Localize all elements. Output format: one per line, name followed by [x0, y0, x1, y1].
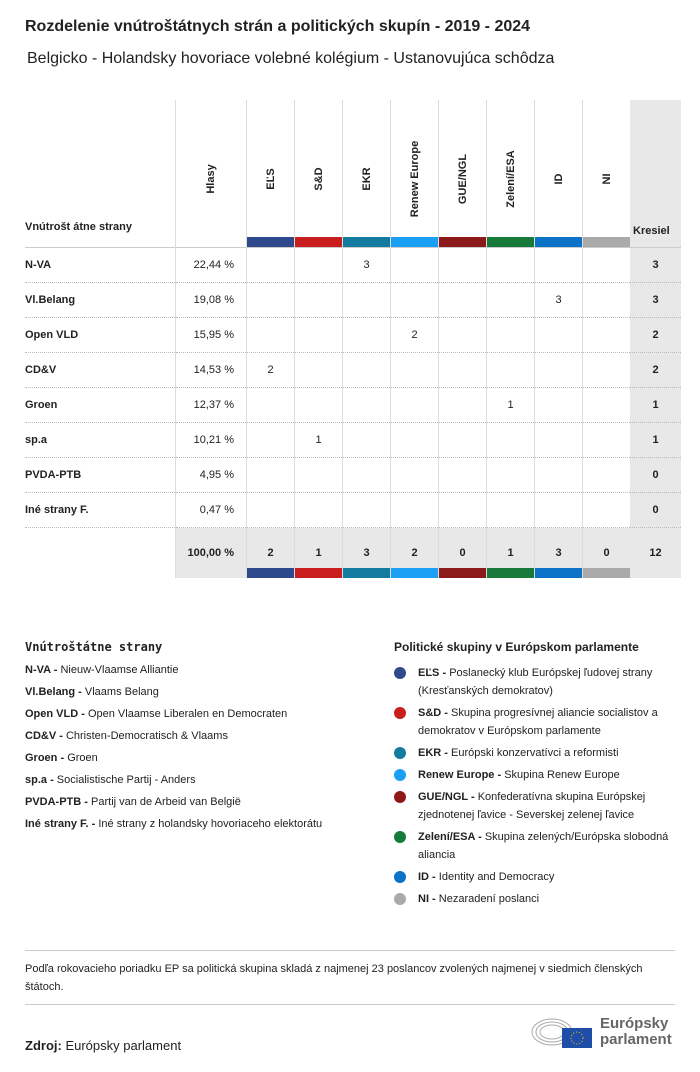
group-color-dot-icon — [394, 893, 406, 905]
footnote: Podľa rokovacieho poriadku EP sa politická skupina skladá z najmenej 23 poslancov zvolených najmenej v siedmich členských štátoch. — [25, 963, 643, 993]
group-seat-cell — [487, 458, 535, 493]
group-seat-cell — [535, 248, 583, 283]
seat-total: 2 — [630, 353, 681, 388]
totals-row — [25, 528, 681, 579]
party-name: Iné strany F. — [25, 493, 176, 528]
vote-share: 22,44 % — [176, 248, 247, 283]
party-legend-item: Iné strany F. - Iné strany z holandsky hovoriaceho elektorátu — [25, 818, 323, 830]
page-title: Rozdelenie vnútroštátnych strán a politických skupín - 2019 - 2024 — [25, 18, 531, 35]
vote-share: 14,53 % — [176, 353, 247, 388]
group-seat-cell — [487, 318, 535, 353]
group-total: 2 — [391, 528, 439, 579]
table-row — [25, 423, 681, 458]
col-header-votes: Hlasy — [176, 100, 247, 248]
table-row — [25, 458, 681, 493]
group-total: 0 — [439, 528, 487, 579]
group-seat-cell — [535, 318, 583, 353]
vote-share: 10,21 % — [176, 423, 247, 458]
group-color-bar — [535, 237, 582, 247]
table-row — [25, 493, 681, 528]
group-seat-cell — [583, 248, 631, 283]
group-seat-cell — [391, 248, 439, 283]
group-total: 2 — [247, 528, 295, 579]
group-seat-cell — [391, 353, 439, 388]
group-seat-cell — [343, 388, 391, 423]
col-header-group: Renew Europe — [391, 100, 439, 248]
col-header-group: ID — [535, 100, 583, 248]
group-seat-cell: 3 — [343, 248, 391, 283]
party-legend — [25, 640, 323, 830]
group-seat-cell — [487, 283, 535, 318]
group-seat-cell — [295, 493, 343, 528]
group-seat-cell — [247, 423, 295, 458]
source: Zdroj: Európsky parlament — [25, 1038, 182, 1053]
group-seat-cell — [535, 493, 583, 528]
vote-share: 15,95 % — [176, 318, 247, 353]
seat-total: 3 — [630, 283, 681, 318]
vote-share: 0,47 % — [176, 493, 247, 528]
group-legend-item: Renew Europe - Skupina Renew Europe — [394, 766, 678, 784]
group-color-bar — [391, 237, 438, 247]
group-seat-cell — [583, 493, 631, 528]
group-seat-cell — [295, 248, 343, 283]
group-seat-cell — [439, 493, 487, 528]
seat-table — [25, 100, 681, 578]
group-color-bar — [487, 237, 534, 247]
seat-total: 0 — [630, 493, 681, 528]
group-seat-cell — [487, 353, 535, 388]
table-row — [25, 388, 681, 423]
group-seat-cell — [535, 353, 583, 388]
party-name: sp.a — [25, 423, 176, 458]
group-seat-cell — [583, 353, 631, 388]
group-seat-cell — [343, 493, 391, 528]
group-seat-cell: 1 — [487, 388, 535, 423]
party-legend-item: sp.a - Socialistische Partij - Anders — [25, 774, 196, 786]
group-seat-cell — [247, 283, 295, 318]
seat-total: 1 — [630, 423, 681, 458]
seat-total: 2 — [630, 318, 681, 353]
group-seat-cell — [583, 458, 631, 493]
group-seat-cell — [343, 458, 391, 493]
group-seat-cell — [247, 458, 295, 493]
vote-share: 4,95 % — [176, 458, 247, 493]
group-seat-cell — [391, 458, 439, 493]
group-legend-item: EKR - Európski konzervatívci a reformisti — [394, 744, 678, 762]
table-row — [25, 353, 681, 388]
col-header-group: EKR — [343, 100, 391, 248]
party-legend-item: Open VLD - Open Vlaamse Liberalen en Democraten — [25, 708, 288, 720]
total-votes: 100,00 % — [176, 528, 247, 579]
group-seat-cell — [343, 353, 391, 388]
group-legend-item: Zelení/ESA - Skupina zelených/Európska slobodná aliancia — [394, 828, 678, 864]
group-seat-cell — [247, 318, 295, 353]
group-total: 0 — [583, 528, 631, 579]
group-seat-cell — [391, 283, 439, 318]
group-color-bar — [295, 237, 342, 247]
party-name: Vl.Belang — [25, 283, 176, 318]
hemicycle-flag-icon — [530, 1014, 592, 1050]
group-seat-cell — [247, 493, 295, 528]
group-color-bar — [439, 237, 486, 247]
group-total: 1 — [295, 528, 343, 579]
page-subtitle: Belgicko - Holandsky hovoriace volebné kolégium - Ustanovujúca schôdza — [27, 50, 555, 67]
group-seat-cell — [439, 458, 487, 493]
group-seat-cell — [295, 458, 343, 493]
group-seat-cell — [391, 423, 439, 458]
party-legend-title: Vnútroštátne strany — [25, 640, 163, 654]
party-legend-item: Vl.Belang - Vlaams Belang — [25, 686, 159, 698]
group-color-dot-icon — [394, 667, 406, 679]
col-header-group: EĽS — [247, 100, 295, 248]
col-header-group: GUE/NGL — [439, 100, 487, 248]
seat-total: 3 — [630, 248, 681, 283]
party-legend-item: N-VA - Nieuw-Vlaamse Alliantie — [25, 664, 179, 676]
group-seat-cell — [535, 458, 583, 493]
group-color-bar — [343, 237, 390, 247]
group-legend-item: NI - Nezaradení poslanci — [394, 890, 678, 908]
group-seat-cell — [583, 283, 631, 318]
group-color-bar — [583, 237, 630, 247]
group-seat-cell — [391, 388, 439, 423]
table-row — [25, 283, 681, 318]
group-legend-item: GUE/NGL - Konfederatívna skupina Európskej zjednotenej ľavice - Severskej zelenej ľavice — [394, 788, 678, 824]
party-legend-item: CD&V - Christen-Democratisch & Vlaams — [25, 730, 228, 742]
seat-total: 0 — [630, 458, 681, 493]
group-legend-item: EĽS - Poslanecký klub Európskej ľudovej strany (Kresťanských demokratov) — [394, 664, 678, 700]
table-row — [25, 248, 681, 283]
group-color-dot-icon — [394, 831, 406, 843]
group-color-dot-icon — [394, 871, 406, 883]
seat-total: 1 — [630, 388, 681, 423]
group-seat-cell: 2 — [247, 353, 295, 388]
group-seat-cell — [439, 353, 487, 388]
group-seat-cell — [535, 388, 583, 423]
group-seat-cell — [487, 493, 535, 528]
table-row — [25, 318, 681, 353]
group-total: 3 — [343, 528, 391, 579]
col-header-group: NI — [583, 100, 631, 248]
party-name: CD&V — [25, 353, 176, 388]
group-seat-cell: 2 — [391, 318, 439, 353]
party-name: Open VLD — [25, 318, 176, 353]
vote-share: 12,37 % — [176, 388, 247, 423]
group-seat-cell — [487, 248, 535, 283]
group-color-bar — [247, 237, 294, 247]
col-header-group: S&D — [295, 100, 343, 248]
group-color-dot-icon — [394, 747, 406, 759]
party-name: Groen — [25, 388, 176, 423]
group-total: 1 — [487, 528, 535, 579]
group-seat-cell — [439, 318, 487, 353]
group-seat-cell — [439, 423, 487, 458]
group-seat-cell — [439, 248, 487, 283]
divider — [25, 950, 675, 951]
group-seat-cell — [247, 388, 295, 423]
group-legend — [394, 640, 678, 912]
group-seat-cell: 3 — [535, 283, 583, 318]
group-seat-cell — [439, 388, 487, 423]
group-seat-cell — [535, 423, 583, 458]
group-color-dot-icon — [394, 707, 406, 719]
group-total: 3 — [535, 528, 583, 579]
group-seat-cell — [487, 423, 535, 458]
group-legend-item: S&D - Skupina progresívnej aliancie socialistov a demokratov v Európskom parlamente — [394, 704, 678, 740]
group-seat-cell — [295, 283, 343, 318]
group-seat-cell — [583, 423, 631, 458]
col-header-party: Vnútrošt átne strany — [25, 221, 132, 233]
seat-grand-total: 12 — [630, 528, 681, 579]
group-seat-cell — [295, 353, 343, 388]
ep-logo: Európsky parlament — [530, 1014, 672, 1050]
group-legend-title: Politické skupiny v Európskom parlamente — [394, 640, 639, 654]
group-seat-cell — [343, 283, 391, 318]
group-seat-cell — [295, 318, 343, 353]
group-color-dot-icon — [394, 769, 406, 781]
group-seat-cell — [343, 423, 391, 458]
party-legend-item: Groen - Groen — [25, 752, 98, 764]
party-legend-item: PVDA-PTB - Partij van de Arbeid van België — [25, 796, 241, 808]
party-name: PVDA-PTB — [25, 458, 176, 493]
group-seat-cell — [391, 493, 439, 528]
group-seat-cell — [343, 318, 391, 353]
group-color-dot-icon — [394, 791, 406, 803]
group-seat-cell — [583, 388, 631, 423]
col-header-seats: Kresiel — [630, 100, 681, 248]
group-seat-cell — [439, 283, 487, 318]
divider — [25, 1004, 675, 1005]
group-seat-cell — [583, 318, 631, 353]
group-seat-cell — [247, 248, 295, 283]
group-seat-cell: 1 — [295, 423, 343, 458]
party-name: N-VA — [25, 248, 176, 283]
vote-share: 19,08 % — [176, 283, 247, 318]
group-legend-item: ID - Identity and Democracy — [394, 868, 678, 886]
group-seat-cell — [295, 388, 343, 423]
col-header-group: Zelení/ESA — [487, 100, 535, 248]
